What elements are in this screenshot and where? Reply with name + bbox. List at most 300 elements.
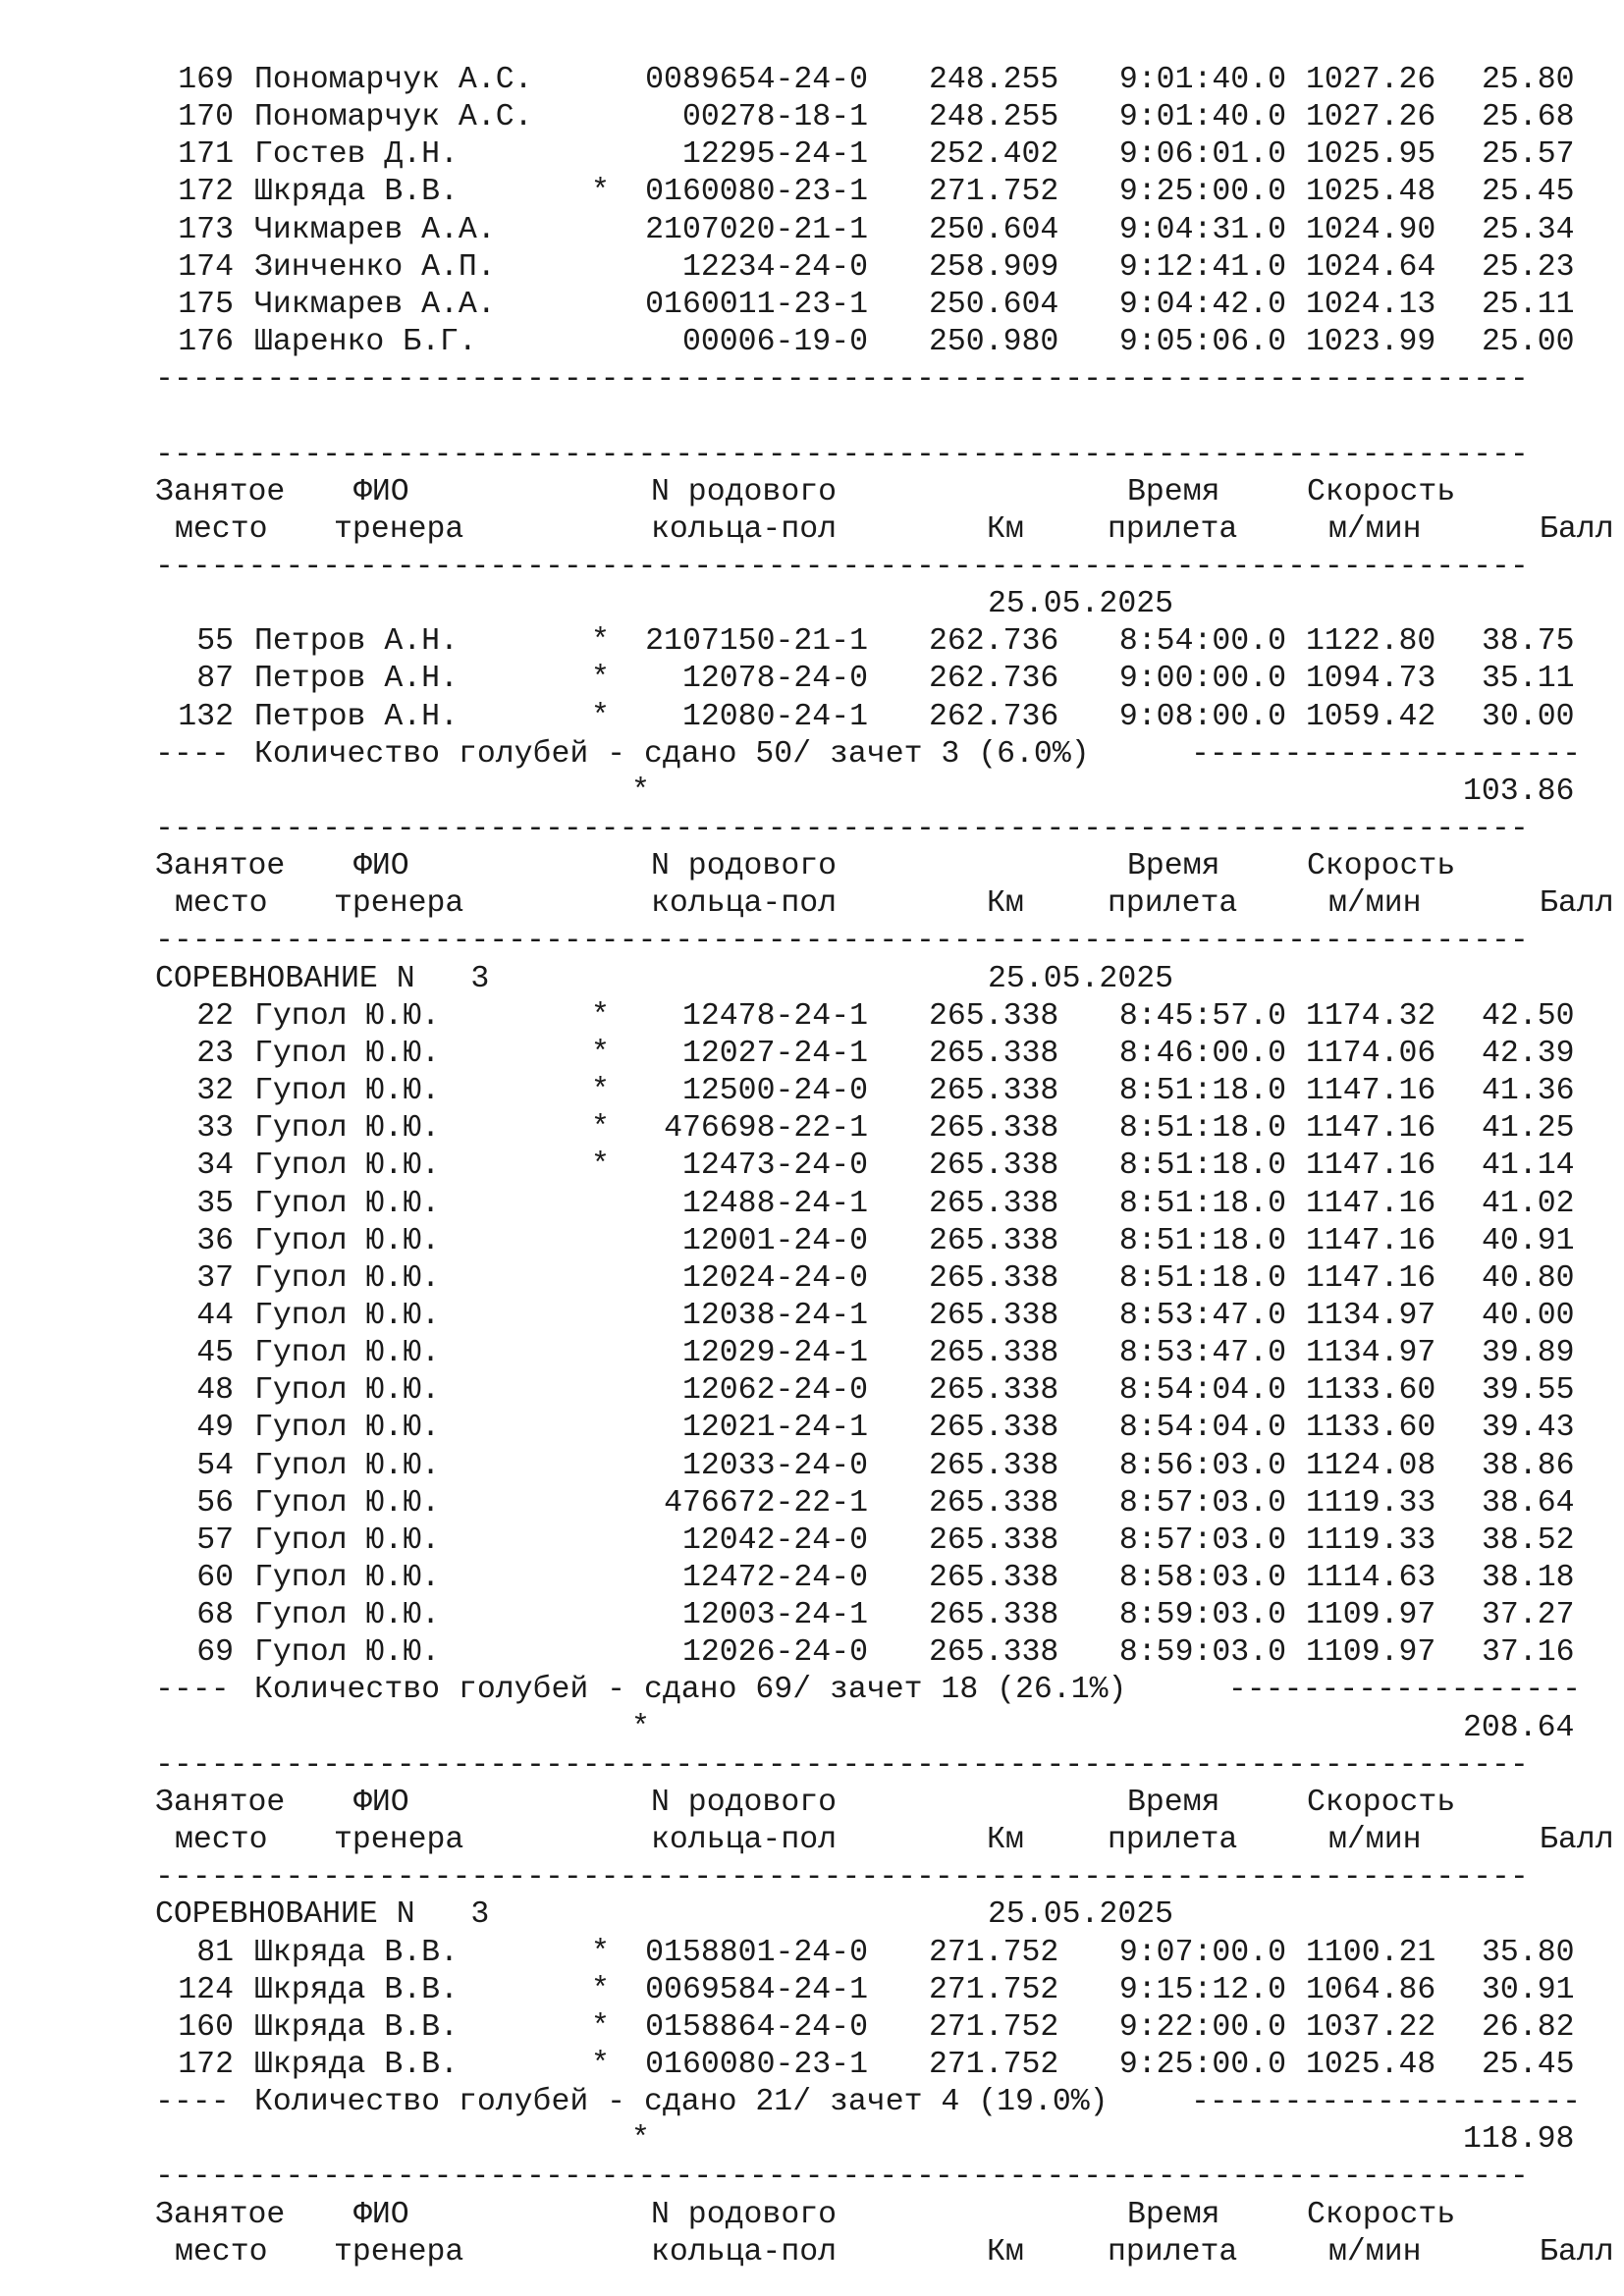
place-cell: 176 xyxy=(178,325,234,360)
score-cell: 25.57 xyxy=(1482,137,1575,173)
distance-km-cell: 271.752 xyxy=(929,2009,1059,2045)
header-km-sub: Км xyxy=(987,1823,1024,1858)
total-score: 208.64 xyxy=(1463,1710,1575,1745)
separator-line: -------------------------------------------------------------------------- xyxy=(155,926,1529,957)
header-speed-sub: м/мин xyxy=(1328,511,1422,547)
score-cell: 41.25 xyxy=(1482,1111,1575,1147)
score-cell: 25.23 xyxy=(1482,249,1575,285)
place-cell: 170 xyxy=(178,100,234,135)
header-name-sub: тренера xyxy=(334,2234,464,2269)
trainer-name-cell: Шкряда В.В. xyxy=(254,1972,459,2007)
ring-number-cell: 12003-24-1 xyxy=(681,1598,868,1633)
distance-km-cell: 271.752 xyxy=(929,1935,1059,1970)
ring-number-cell: 12080-24-1 xyxy=(681,699,868,734)
score-cell: 40.80 xyxy=(1482,1260,1575,1296)
header-place-label: Занятое xyxy=(155,849,286,884)
distance-km-cell: 265.338 xyxy=(929,1373,1059,1409)
place-cell: 169 xyxy=(178,63,234,97)
speed-cell: 1134.97 xyxy=(1306,1298,1436,1333)
trainer-name-cell: Зинченко А.П. xyxy=(254,249,496,285)
trainer-name-cell: Гупол Ю.Ю. xyxy=(254,1074,441,1109)
separator-line: -------------------------------------------------------------------------- xyxy=(155,814,1529,845)
score-cell: 42.50 xyxy=(1482,998,1575,1034)
place-cell: 56 xyxy=(196,1485,234,1521)
score-cell: 40.91 xyxy=(1482,1223,1575,1258)
arrival-time-cell: 9:01:40.0 xyxy=(1118,63,1286,97)
trainer-name-cell: Петров А.Н. xyxy=(254,662,459,697)
arrival-time-cell: 8:51:18.0 xyxy=(1118,1074,1286,1109)
distance-km-cell: 265.338 xyxy=(929,1074,1059,1109)
arrival-time-cell: 8:45:57.0 xyxy=(1118,998,1286,1034)
separator-line: -------------------------------------------------------------------------- xyxy=(155,2162,1529,2193)
ring-number-cell: 12295-24-1 xyxy=(681,137,868,173)
speed-cell: 1027.26 xyxy=(1306,63,1436,97)
score-cell: 25.45 xyxy=(1482,175,1575,210)
place-cell: 57 xyxy=(196,1522,234,1558)
header-speed-sub: м/мин xyxy=(1328,2234,1422,2269)
score-cell: 25.80 xyxy=(1482,63,1575,97)
header-place-label: Занятое xyxy=(155,2197,286,2232)
speed-cell: 1147.16 xyxy=(1306,1223,1436,1258)
separator-line: -------------------------------------------------------------------------- xyxy=(155,551,1529,583)
header-time-sub: прилета xyxy=(1108,2234,1238,2269)
trainer-name-cell: Пономарчук А.С. xyxy=(254,100,533,135)
pigeon-count-summary: Количество голубей - сдано 21/ зачет 4 (19.0%) xyxy=(254,2085,1109,2120)
distance-km-cell: 265.338 xyxy=(929,1260,1059,1296)
distance-km-cell: 265.338 xyxy=(929,1561,1059,1595)
header-speed-label: Скорость xyxy=(1307,474,1456,509)
distance-km-cell: 265.338 xyxy=(929,1036,1059,1071)
ring-number-cell: 12478-24-1 xyxy=(681,998,868,1034)
distance-km-cell: 265.338 xyxy=(929,1485,1059,1521)
arrival-time-cell: 8:59:03.0 xyxy=(1118,1635,1286,1671)
total-mark: * xyxy=(631,1710,650,1745)
ring-number-cell: 0069584-24-1 xyxy=(645,1972,868,2007)
speed-cell: 1147.16 xyxy=(1306,1148,1436,1184)
trainer-name-cell: Шкряда В.В. xyxy=(254,1935,459,1970)
speed-cell: 1147.16 xyxy=(1306,1260,1436,1296)
ring-number-cell: 476672-22-1 xyxy=(664,1485,868,1521)
speed-cell: 1025.48 xyxy=(1306,2047,1436,2082)
speed-cell: 1037.22 xyxy=(1306,2009,1436,2045)
separator-line: -------------------------------------------------------------------------- xyxy=(155,439,1529,470)
arrival-time-cell: 9:25:00.0 xyxy=(1118,175,1286,210)
speed-cell: 1174.32 xyxy=(1306,998,1436,1034)
header-name-label: ФИО xyxy=(353,2197,409,2232)
speed-cell: 1133.60 xyxy=(1306,1373,1436,1409)
place-cell: 33 xyxy=(196,1111,234,1147)
ring-number-cell: 12029-24-1 xyxy=(681,1336,868,1371)
header-speed-sub: м/мин xyxy=(1328,1823,1422,1858)
distance-km-cell: 265.338 xyxy=(929,1448,1059,1483)
total-mark: * xyxy=(631,2122,650,2158)
speed-cell: 1134.97 xyxy=(1306,1336,1436,1371)
trainer-name-cell: Гупол Ю.Ю. xyxy=(254,1373,441,1409)
pigeon-count-summary: Количество голубей - сдано 69/ зачет 18 (26.1%) xyxy=(254,1673,1127,1708)
distance-km-cell: 265.338 xyxy=(929,1598,1059,1633)
summary-tail: --------------------- xyxy=(1191,2085,1581,2120)
ring-number-cell: 0158801-24-0 xyxy=(645,1935,868,1970)
arrival-time-cell: 8:54:04.0 xyxy=(1118,1373,1286,1409)
mark-cell: * xyxy=(591,624,610,660)
summary-prefix: ---- xyxy=(155,1673,230,1708)
ring-number-cell: 2107150-21-1 xyxy=(645,624,868,660)
ring-number-cell: 476698-22-1 xyxy=(664,1111,868,1147)
score-cell: 39.43 xyxy=(1482,1411,1575,1446)
distance-km-cell: 262.736 xyxy=(929,624,1059,660)
ring-number-cell: 0089654-24-0 xyxy=(645,63,868,97)
distance-km-cell: 265.338 xyxy=(929,1411,1059,1446)
trainer-name-cell: Гупол Ю.Ю. xyxy=(254,1561,441,1595)
ring-number-cell: 0158864-24-0 xyxy=(645,2009,868,2045)
arrival-time-cell: 8:51:18.0 xyxy=(1118,1186,1286,1221)
mark-cell: * xyxy=(591,662,610,697)
trainer-name-cell: Гостев Д.Н. xyxy=(254,137,459,173)
mark-cell: * xyxy=(591,699,610,734)
score-cell: 41.02 xyxy=(1482,1186,1575,1221)
header-score-sub: Балл xyxy=(1540,1823,1614,1858)
score-cell: 38.52 xyxy=(1482,1522,1575,1558)
trainer-name-cell: Гупол Ю.Ю. xyxy=(254,1522,441,1558)
place-cell: 54 xyxy=(196,1448,234,1483)
header-ring-sub: кольца-пол xyxy=(651,886,838,922)
ring-number-cell: 12024-24-0 xyxy=(681,1260,868,1296)
pigeon-count-summary: Количество голубей - сдано 50/ зачет 3 (6.0%) xyxy=(254,736,1090,772)
distance-km-cell: 265.338 xyxy=(929,1186,1059,1221)
score-cell: 26.82 xyxy=(1482,2009,1575,2045)
header-time-sub: прилета xyxy=(1108,1823,1238,1858)
speed-cell: 1100.21 xyxy=(1306,1935,1436,1970)
trainer-name-cell: Гупол Ю.Ю. xyxy=(254,1036,441,1071)
place-cell: 55 xyxy=(196,624,234,660)
ring-number-cell: 12472-24-0 xyxy=(681,1561,868,1595)
speed-cell: 1147.16 xyxy=(1306,1074,1436,1109)
score-cell: 38.64 xyxy=(1482,1485,1575,1521)
arrival-time-cell: 9:08:00.0 xyxy=(1118,699,1286,734)
arrival-time-cell: 8:54:00.0 xyxy=(1118,624,1286,660)
arrival-time-cell: 8:57:03.0 xyxy=(1118,1485,1286,1521)
arrival-time-cell: 9:05:06.0 xyxy=(1118,325,1286,360)
mark-cell: * xyxy=(591,2047,610,2082)
place-cell: 174 xyxy=(178,249,234,285)
score-cell: 37.16 xyxy=(1482,1635,1575,1671)
score-cell: 41.36 xyxy=(1482,1074,1575,1109)
ring-number-cell: 12027-24-1 xyxy=(681,1036,868,1071)
ring-number-cell: 12033-24-0 xyxy=(681,1448,868,1483)
trainer-name-cell: Гупол Ю.Ю. xyxy=(254,1111,441,1147)
arrival-time-cell: 8:46:00.0 xyxy=(1118,1036,1286,1071)
score-cell: 25.34 xyxy=(1482,212,1575,247)
ring-number-cell: 00006-19-0 xyxy=(681,325,868,360)
place-cell: 23 xyxy=(196,1036,234,1071)
score-cell: 35.11 xyxy=(1482,662,1575,697)
arrival-time-cell: 8:54:04.0 xyxy=(1118,1411,1286,1446)
competition-date: 25.05.2025 xyxy=(988,587,1174,622)
place-cell: 69 xyxy=(196,1635,234,1671)
trainer-name-cell: Петров А.Н. xyxy=(254,699,459,734)
header-km-sub: Км xyxy=(987,2234,1024,2269)
mark-cell: * xyxy=(591,1972,610,2007)
header-speed-sub: м/мин xyxy=(1328,886,1422,922)
speed-cell: 1109.97 xyxy=(1306,1598,1436,1633)
header-time-label: Время xyxy=(1127,1785,1220,1820)
distance-km-cell: 271.752 xyxy=(929,175,1059,210)
score-cell: 25.45 xyxy=(1482,2047,1575,2082)
arrival-time-cell: 9:25:00.0 xyxy=(1118,2047,1286,2082)
score-cell: 35.80 xyxy=(1482,1935,1575,1970)
header-score-sub: Балл xyxy=(1540,2234,1614,2269)
separator-line: -------------------------------------------------------------------------- xyxy=(155,1749,1529,1782)
speed-cell: 1124.08 xyxy=(1306,1448,1436,1483)
distance-km-cell: 248.255 xyxy=(929,100,1059,135)
header-speed-label: Скорость xyxy=(1307,2197,1456,2232)
ring-number-cell: 12021-24-1 xyxy=(681,1411,868,1446)
speed-cell: 1059.42 xyxy=(1306,699,1436,734)
arrival-time-cell: 8:58:03.0 xyxy=(1118,1561,1286,1595)
header-ring-label: N родового xyxy=(651,1785,838,1820)
total-mark: * xyxy=(631,774,650,809)
score-cell: 40.00 xyxy=(1482,1298,1575,1333)
trainer-name-cell: Петров А.Н. xyxy=(254,624,459,660)
mark-cell: * xyxy=(591,1036,610,1071)
arrival-time-cell: 8:53:47.0 xyxy=(1118,1336,1286,1371)
arrival-time-cell: 8:57:03.0 xyxy=(1118,1522,1286,1558)
place-cell: 173 xyxy=(178,212,234,247)
distance-km-cell: 250.980 xyxy=(929,325,1059,360)
speed-cell: 1025.95 xyxy=(1306,137,1436,173)
place-cell: 32 xyxy=(196,1074,234,1109)
trainer-name-cell: Шаренко Б.Г. xyxy=(254,325,477,360)
total-score: 103.86 xyxy=(1463,774,1575,809)
header-km-sub: Км xyxy=(987,886,1024,922)
speed-cell: 1147.16 xyxy=(1306,1186,1436,1221)
place-cell: 34 xyxy=(196,1148,234,1184)
distance-km-cell: 248.255 xyxy=(929,63,1059,97)
trainer-name-cell: Шкряда В.В. xyxy=(254,2047,459,2082)
speed-cell: 1147.16 xyxy=(1306,1111,1436,1147)
competition-title: СОРЕВНОВАНИЕ N 3 xyxy=(155,961,490,996)
place-cell: 60 xyxy=(196,1561,234,1595)
distance-km-cell: 265.338 xyxy=(929,1635,1059,1671)
header-place-label: Занятое xyxy=(155,474,286,509)
header-place-sub: место xyxy=(175,1823,268,1858)
header-score-sub: Балл xyxy=(1540,886,1614,922)
header-ring-label: N родового xyxy=(651,849,838,884)
score-cell: 30.00 xyxy=(1482,699,1575,734)
ring-number-cell: 0160080-23-1 xyxy=(645,175,868,210)
place-cell: 36 xyxy=(196,1223,234,1258)
ring-number-cell: 0160080-23-1 xyxy=(645,2047,868,2082)
speed-cell: 1064.86 xyxy=(1306,1972,1436,2007)
summary-tail: ------------------- xyxy=(1227,1673,1581,1708)
score-cell: 39.55 xyxy=(1482,1373,1575,1409)
header-name-sub: тренера xyxy=(334,1823,464,1858)
header-speed-label: Скорость xyxy=(1307,1785,1456,1820)
speed-cell: 1119.33 xyxy=(1306,1522,1436,1558)
ring-number-cell: 12234-24-0 xyxy=(681,249,868,285)
ring-number-cell: 00278-18-1 xyxy=(681,100,868,135)
distance-km-cell: 265.338 xyxy=(929,1298,1059,1333)
ring-number-cell: 2107020-21-1 xyxy=(645,212,868,247)
place-cell: 175 xyxy=(178,287,234,322)
mark-cell: * xyxy=(591,1148,610,1184)
header-ring-label: N родового xyxy=(651,474,838,509)
mark-cell: * xyxy=(591,1074,610,1109)
place-cell: 45 xyxy=(196,1336,234,1371)
place-cell: 81 xyxy=(196,1935,234,1970)
ring-number-cell: 12001-24-0 xyxy=(681,1223,868,1258)
score-cell: 25.00 xyxy=(1482,325,1575,360)
competition-title: СОРЕВНОВАНИЕ N 3 xyxy=(155,1897,490,1933)
distance-km-cell: 265.338 xyxy=(929,1336,1059,1371)
arrival-time-cell: 9:04:31.0 xyxy=(1118,212,1286,247)
speed-cell: 1027.26 xyxy=(1306,100,1436,135)
arrival-time-cell: 9:22:00.0 xyxy=(1118,2009,1286,2045)
trainer-name-cell: Чикмарев А.А. xyxy=(254,212,496,247)
ring-number-cell: 12038-24-1 xyxy=(681,1298,868,1333)
header-place-sub: место xyxy=(175,886,268,922)
distance-km-cell: 265.338 xyxy=(929,1223,1059,1258)
header-time-sub: прилета xyxy=(1108,886,1238,922)
header-ring-label: N родового xyxy=(651,2197,838,2232)
arrival-time-cell: 9:12:41.0 xyxy=(1118,249,1286,285)
distance-km-cell: 271.752 xyxy=(929,1972,1059,2007)
place-cell: 172 xyxy=(178,2047,234,2082)
speed-cell: 1025.48 xyxy=(1306,175,1436,210)
header-name-label: ФИО xyxy=(353,1785,409,1820)
score-cell: 37.27 xyxy=(1482,1598,1575,1633)
trainer-name-cell: Гупол Ю.Ю. xyxy=(254,1148,441,1184)
mark-cell: * xyxy=(591,175,610,210)
place-cell: 172 xyxy=(178,175,234,210)
arrival-time-cell: 9:00:00.0 xyxy=(1118,662,1286,697)
arrival-time-cell: 8:53:47.0 xyxy=(1118,1298,1286,1333)
speed-cell: 1094.73 xyxy=(1306,662,1436,697)
mark-cell: * xyxy=(591,2009,610,2045)
header-score-sub: Балл xyxy=(1540,511,1614,547)
header-time-sub: прилета xyxy=(1108,511,1238,547)
score-cell: 42.39 xyxy=(1482,1036,1575,1071)
speed-cell: 1119.33 xyxy=(1306,1485,1436,1521)
trainer-name-cell: Чикмарев А.А. xyxy=(254,287,496,322)
mark-cell: * xyxy=(591,1935,610,1970)
speed-cell: 1023.99 xyxy=(1306,325,1436,360)
ring-number-cell: 12078-24-0 xyxy=(681,662,868,697)
header-ring-sub: кольца-пол xyxy=(651,511,838,547)
header-ring-sub: кольца-пол xyxy=(651,1823,838,1858)
trainer-name-cell: Гупол Ю.Ю. xyxy=(254,1411,441,1446)
competition-date: 25.05.2025 xyxy=(988,961,1174,996)
speed-cell: 1024.64 xyxy=(1306,249,1436,285)
speed-cell: 1174.06 xyxy=(1306,1036,1436,1071)
arrival-time-cell: 8:51:18.0 xyxy=(1118,1148,1286,1184)
trainer-name-cell: Гупол Ю.Ю. xyxy=(254,1448,441,1483)
summary-tail: --------------------- xyxy=(1191,736,1581,772)
speed-cell: 1024.90 xyxy=(1306,212,1436,247)
trainer-name-cell: Гупол Ю.Ю. xyxy=(254,1260,441,1296)
header-name-label: ФИО xyxy=(353,849,409,884)
arrival-time-cell: 8:51:18.0 xyxy=(1118,1260,1286,1296)
place-cell: 44 xyxy=(196,1298,234,1333)
header-name-sub: тренера xyxy=(334,511,464,547)
separator-line: -------------------------------------------------------------------------- xyxy=(155,364,1529,396)
header-time-label: Время xyxy=(1127,849,1220,884)
ring-number-cell: 12473-24-0 xyxy=(681,1148,868,1184)
distance-km-cell: 262.736 xyxy=(929,699,1059,734)
distance-km-cell: 265.338 xyxy=(929,1522,1059,1558)
score-cell: 41.14 xyxy=(1482,1148,1575,1184)
trainer-name-cell: Гупол Ю.Ю. xyxy=(254,1298,441,1333)
competition-date: 25.05.2025 xyxy=(988,1897,1174,1933)
distance-km-cell: 250.604 xyxy=(929,212,1059,247)
header-time-label: Время xyxy=(1127,474,1220,509)
header-time-label: Время xyxy=(1127,2197,1220,2232)
arrival-time-cell: 9:07:00.0 xyxy=(1118,1935,1286,1970)
place-cell: 132 xyxy=(178,699,234,734)
header-place-sub: место xyxy=(175,511,268,547)
summary-prefix: ---- xyxy=(155,736,230,772)
trainer-name-cell: Шкряда В.В. xyxy=(254,175,459,210)
place-cell: 68 xyxy=(196,1598,234,1633)
ring-number-cell: 12062-24-0 xyxy=(681,1373,868,1409)
ring-number-cell: 0160011-23-1 xyxy=(645,287,868,322)
arrival-time-cell: 9:15:12.0 xyxy=(1118,1972,1286,2007)
score-cell: 38.86 xyxy=(1482,1448,1575,1483)
score-cell: 25.68 xyxy=(1482,100,1575,135)
place-cell: 37 xyxy=(196,1260,234,1296)
trainer-name-cell: Пономарчук А.С. xyxy=(254,63,533,97)
trainer-name-cell: Гупол Ю.Ю. xyxy=(254,1598,441,1633)
ring-number-cell: 12026-24-0 xyxy=(681,1635,868,1671)
place-cell: 160 xyxy=(178,2009,234,2045)
speed-cell: 1122.80 xyxy=(1306,624,1436,660)
trainer-name-cell: Гупол Ю.Ю. xyxy=(254,998,441,1034)
place-cell: 171 xyxy=(178,137,234,173)
arrival-time-cell: 8:59:03.0 xyxy=(1118,1598,1286,1633)
distance-km-cell: 252.402 xyxy=(929,137,1059,173)
speed-cell: 1114.63 xyxy=(1306,1561,1436,1595)
header-km-sub: Км xyxy=(987,511,1024,547)
arrival-time-cell: 9:04:42.0 xyxy=(1118,287,1286,322)
score-cell: 25.11 xyxy=(1482,287,1575,322)
speed-cell: 1109.97 xyxy=(1306,1635,1436,1671)
mark-cell: * xyxy=(591,998,610,1034)
arrival-time-cell: 8:51:18.0 xyxy=(1118,1111,1286,1147)
distance-km-cell: 258.909 xyxy=(929,249,1059,285)
score-cell: 39.89 xyxy=(1482,1336,1575,1371)
place-cell: 35 xyxy=(196,1186,234,1221)
header-name-sub: тренера xyxy=(334,886,464,922)
header-ring-sub: кольца-пол xyxy=(651,2234,838,2269)
arrival-time-cell: 8:56:03.0 xyxy=(1118,1448,1286,1483)
trainer-name-cell: Гупол Ю.Ю. xyxy=(254,1186,441,1221)
distance-km-cell: 271.752 xyxy=(929,2047,1059,2082)
trainer-name-cell: Гупол Ю.Ю. xyxy=(254,1336,441,1371)
speed-cell: 1133.60 xyxy=(1306,1411,1436,1446)
place-cell: 49 xyxy=(196,1411,234,1446)
trainer-name-cell: Гупол Ю.Ю. xyxy=(254,1485,441,1521)
header-name-label: ФИО xyxy=(353,474,409,509)
ring-number-cell: 12042-24-0 xyxy=(681,1522,868,1558)
arrival-time-cell: 9:01:40.0 xyxy=(1118,100,1286,135)
summary-prefix: ---- xyxy=(155,2085,230,2120)
trainer-name-cell: Гупол Ю.Ю. xyxy=(254,1223,441,1258)
distance-km-cell: 265.338 xyxy=(929,998,1059,1034)
header-speed-label: Скорость xyxy=(1307,849,1456,884)
place-cell: 87 xyxy=(196,662,234,697)
separator-line: -------------------------------------------------------------------------- xyxy=(155,1862,1529,1894)
arrival-time-cell: 9:06:01.0 xyxy=(1118,137,1286,173)
